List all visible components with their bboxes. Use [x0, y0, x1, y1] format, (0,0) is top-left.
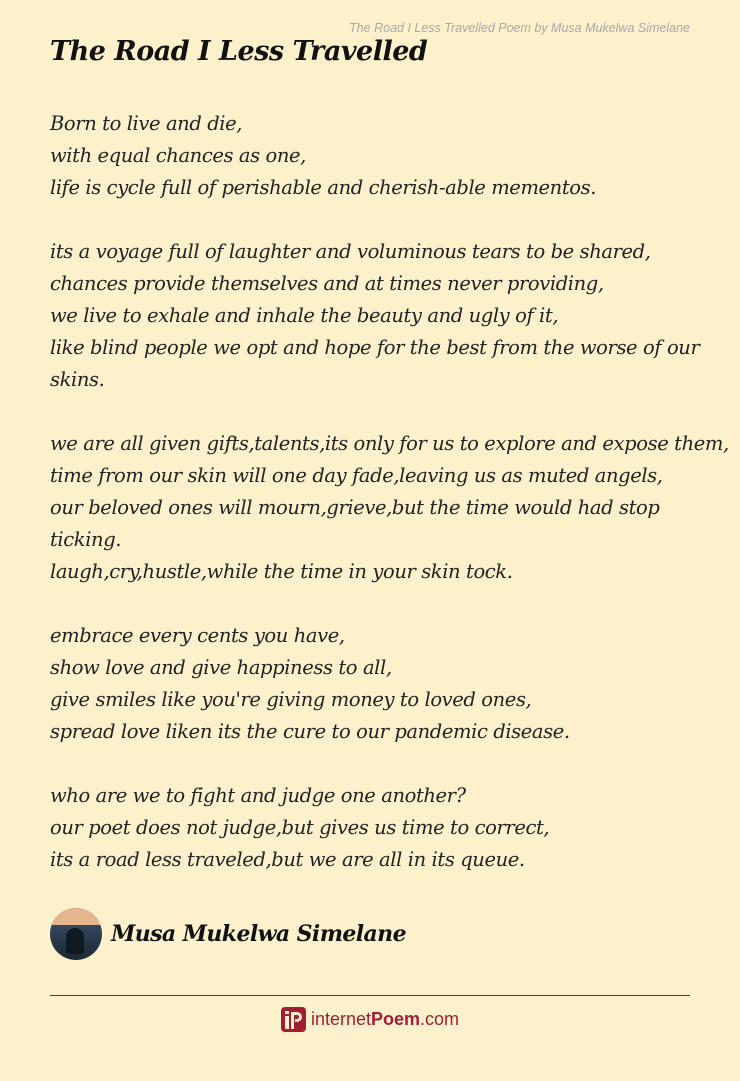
stanza-4	[50, 620, 700, 748]
header-caption: The Road I Less Travelled Poem by Musa Mukelwa Simelane	[349, 21, 690, 35]
site-brand-link[interactable]	[0, 1007, 740, 1032]
author-row[interactable]	[50, 908, 406, 960]
poem-line: skins.	[50, 368, 105, 391]
author-name-link[interactable]: Musa Mukelwa Simelane	[111, 921, 406, 947]
poem-line: life is cycle full of perishable and cherish-able mementos.	[50, 176, 597, 199]
author-avatar[interactable]	[50, 908, 102, 960]
poem-line: we are all given gifts,talents,its only for us to explore and expose them,	[50, 432, 729, 455]
poem-line: who are we to fight and judge one another?	[50, 784, 466, 807]
stanza-3	[50, 428, 729, 588]
brand-bold: Poem	[371, 1009, 421, 1029]
poem-line: chances provide themselves and at times never providing,	[50, 272, 604, 295]
poem-line: its a road less traveled,but we are all in its queue.	[50, 848, 525, 871]
poem-body	[50, 108, 729, 908]
poem-line: its a voyage full of laughter and voluminous tears to be shared,	[50, 240, 651, 263]
poem-line: ticking.	[50, 528, 122, 551]
poem-line: spread love liken its the cure to our pandemic disease.	[50, 720, 570, 743]
stanza-2	[50, 236, 700, 396]
internetpoem-logo-icon	[281, 1007, 306, 1032]
poem-title: The Road I Less Travelled	[50, 36, 428, 67]
avatar-person-silhouette	[66, 928, 84, 954]
poem-line: time from our skin will one day fade,leaving us as muted angels,	[50, 464, 663, 487]
footer-divider	[50, 995, 690, 996]
poem-line: with equal chances as one,	[50, 144, 306, 167]
poem-line: our poet does not judge,but gives us time to correct,	[50, 816, 550, 839]
poem-line: Born to live and die,	[50, 112, 243, 135]
avatar-banner-stripe	[50, 908, 102, 925]
poem-line: laugh,cry,hustle,while the time in your skin tock.	[50, 560, 513, 583]
poem-line: like blind people we opt and hope for the best from the worse of our	[50, 336, 700, 359]
poem-line: give smiles like you're giving money to loved ones,	[50, 688, 532, 711]
stanza-1	[50, 108, 700, 204]
poem-line: we live to exhale and inhale the beauty and ugly of it,	[50, 304, 559, 327]
stanza-5	[50, 780, 700, 876]
brand-suffix: .com	[420, 1009, 460, 1029]
poem-line: embrace every cents you have,	[50, 624, 345, 647]
poem-line: show love and give happiness to all,	[50, 656, 392, 679]
poem-line: our beloved ones will mourn,grieve,but the time would had stop	[50, 496, 660, 519]
brand-prefix: internet	[310, 1009, 371, 1029]
